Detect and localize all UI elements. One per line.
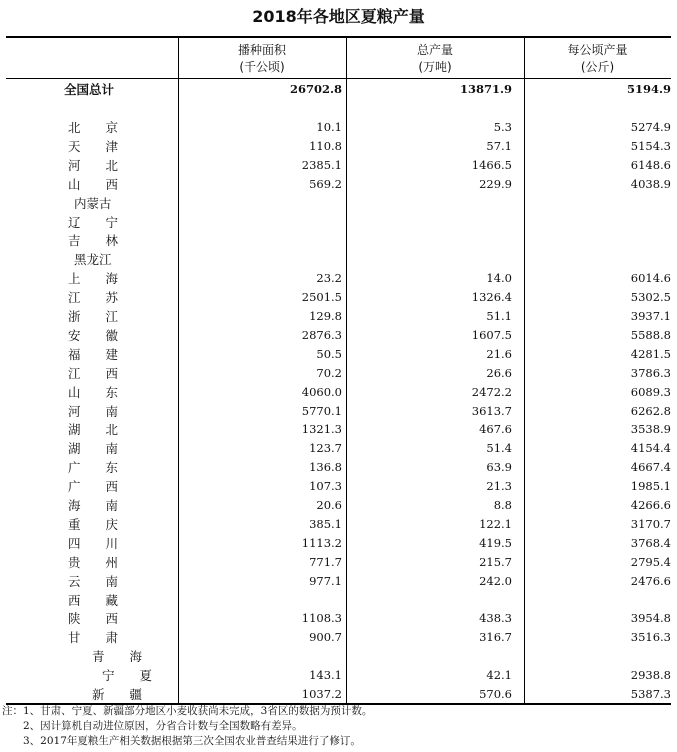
region-name: 内蒙古 bbox=[74, 195, 112, 211]
region-name: 上 海 bbox=[68, 271, 119, 287]
header-unit: (万吨) bbox=[418, 60, 452, 74]
yield-value: 3538.9 bbox=[630, 422, 671, 437]
total-output-value bbox=[352, 250, 512, 269]
total-output-value: 1326.4 bbox=[471, 290, 512, 305]
yield-value: 6262.8 bbox=[630, 403, 671, 418]
table-row bbox=[6, 628, 671, 647]
region-name: 福 建 bbox=[68, 346, 119, 362]
total-output-value: 14.0 bbox=[486, 271, 512, 286]
sown-area-value: 129.8 bbox=[309, 309, 342, 323]
region-name: 湖 南 bbox=[68, 441, 119, 457]
region-name: 全国总计 bbox=[64, 82, 115, 97]
yield-value: 5194.9 bbox=[626, 82, 671, 96]
sown-area-value: 771.7 bbox=[309, 554, 342, 569]
sown-area-value: 23.2 bbox=[316, 271, 342, 286]
sown-area-value: 1321.3 bbox=[301, 422, 342, 437]
sown-area-value: 4060.0 bbox=[301, 384, 342, 399]
yield-value bbox=[511, 250, 671, 269]
table-row bbox=[6, 553, 671, 572]
total-output-value: 1607.5 bbox=[471, 327, 512, 342]
sown-area-value: 977.1 bbox=[309, 573, 342, 588]
table-row bbox=[6, 364, 671, 383]
sown-area-value: 1113.2 bbox=[301, 535, 342, 550]
region-name: 黑龙江 bbox=[74, 252, 112, 268]
summer-grain-table bbox=[6, 36, 671, 705]
sown-area-value bbox=[182, 231, 342, 250]
region-name: 海 南 bbox=[68, 498, 119, 513]
total-output-value: 122.1 bbox=[479, 516, 512, 531]
yield-value: 3786.3 bbox=[630, 365, 671, 380]
footnotes bbox=[2, 704, 672, 749]
region-name: 云 南 bbox=[68, 573, 119, 589]
yield-value: 3516.3 bbox=[630, 630, 671, 645]
region-name: 宁 夏 bbox=[102, 668, 153, 684]
yield-value: 4154.4 bbox=[630, 441, 671, 456]
sown-area-value bbox=[182, 250, 342, 269]
total-output-value: 1466.5 bbox=[471, 157, 512, 172]
table-row bbox=[6, 515, 671, 534]
region-name: 江 西 bbox=[68, 365, 119, 381]
region-name: 广 西 bbox=[68, 479, 119, 495]
sown-area-value: 900.7 bbox=[309, 630, 342, 645]
yield-value: 5154.3 bbox=[630, 138, 671, 153]
yield-value: 6148.6 bbox=[630, 157, 671, 172]
yield-value: 3170.7 bbox=[630, 516, 671, 531]
sown-area-value: 50.5 bbox=[316, 346, 342, 361]
sown-area-value: 569.2 bbox=[309, 176, 342, 191]
yield-value: 4266.6 bbox=[630, 498, 671, 512]
sown-area-value: 2876.3 bbox=[301, 327, 342, 342]
table-row bbox=[6, 647, 671, 666]
total-output-value: 21.3 bbox=[486, 479, 512, 494]
yield-value: 3954.8 bbox=[630, 611, 671, 626]
table-row bbox=[6, 345, 671, 364]
total-output-value: 63.9 bbox=[486, 460, 512, 475]
table-row bbox=[6, 685, 671, 704]
table-row bbox=[6, 572, 671, 591]
header-total-output bbox=[346, 42, 524, 76]
yield-value: 5387.3 bbox=[630, 687, 671, 701]
region-name: 四 川 bbox=[68, 535, 119, 551]
total-output-value: 316.7 bbox=[479, 630, 512, 645]
total-output-value: 3613.7 bbox=[471, 403, 512, 418]
yield-value bbox=[511, 647, 671, 666]
sown-area-value: 143.1 bbox=[309, 668, 342, 683]
yield-value: 4038.9 bbox=[630, 176, 671, 191]
sown-area-value: 10.1 bbox=[316, 120, 342, 134]
region-name: 河 南 bbox=[68, 403, 119, 419]
region-name: 河 北 bbox=[68, 157, 119, 173]
table-row bbox=[6, 156, 671, 175]
sown-area-value: 70.2 bbox=[316, 365, 342, 380]
header-unit: (公斤) bbox=[580, 60, 615, 74]
sown-area-value: 2501.5 bbox=[301, 290, 342, 305]
table-row bbox=[6, 609, 671, 628]
region-name: 天 津 bbox=[68, 138, 119, 154]
table-row bbox=[6, 118, 671, 137]
sown-area-value: 136.8 bbox=[309, 460, 342, 475]
yield-value bbox=[511, 591, 671, 610]
total-output-value: 438.3 bbox=[479, 611, 512, 626]
total-output-value bbox=[352, 194, 512, 213]
yield-value bbox=[511, 213, 671, 232]
total-output-value: 570.6 bbox=[479, 687, 512, 701]
total-output-value bbox=[352, 231, 512, 250]
total-output-value: 5.3 bbox=[493, 120, 512, 134]
sown-area-value bbox=[182, 194, 342, 213]
total-output-value bbox=[352, 647, 512, 666]
header-label: 播种面积 bbox=[237, 43, 286, 57]
yield-value: 2938.8 bbox=[630, 668, 671, 683]
page-title: 2018年各地区夏粮产量 bbox=[252, 7, 425, 26]
yield-value: 4281.5 bbox=[630, 346, 671, 361]
region-name: 江 苏 bbox=[68, 290, 119, 306]
header-sown-area bbox=[178, 42, 346, 76]
total-output-value: 42.1 bbox=[486, 668, 512, 683]
yield-value: 2795.4 bbox=[630, 554, 671, 569]
table-row bbox=[6, 477, 671, 496]
table-row bbox=[6, 231, 671, 250]
table-row bbox=[6, 137, 671, 156]
region-name: 陕 西 bbox=[68, 611, 119, 627]
yield-value: 6014.6 bbox=[630, 271, 671, 286]
table-row bbox=[6, 326, 671, 345]
region-name: 浙 江 bbox=[68, 309, 119, 324]
total-output-value: 2472.2 bbox=[471, 384, 512, 399]
region-name: 湖 北 bbox=[68, 422, 119, 438]
total-output-value: 57.1 bbox=[486, 138, 512, 153]
table-row bbox=[6, 383, 671, 402]
sown-area-value: 385.1 bbox=[309, 516, 342, 531]
table-row bbox=[6, 269, 671, 288]
sown-area-value bbox=[182, 647, 342, 666]
table-row bbox=[6, 250, 671, 269]
total-output-value: 242.0 bbox=[479, 573, 512, 588]
yield-value bbox=[511, 231, 671, 250]
sown-area-value bbox=[182, 591, 342, 610]
table-row bbox=[6, 402, 671, 421]
sown-area-value: 2385.1 bbox=[301, 157, 342, 172]
sown-area-value: 123.7 bbox=[309, 441, 342, 456]
table-row bbox=[6, 439, 671, 458]
yield-value: 4667.4 bbox=[630, 460, 671, 475]
footnote: 注：1、甘肃、宁夏、新疆部分地区小麦收获尚未完成，3省区的数据为预计数。 bbox=[2, 705, 373, 717]
table-row bbox=[6, 307, 671, 326]
sown-area-value: 107.3 bbox=[309, 479, 342, 494]
region-name: 北 京 bbox=[68, 120, 119, 135]
total-output-value: 215.7 bbox=[479, 554, 512, 569]
region-name: 安 徽 bbox=[68, 327, 119, 343]
header-label: 每公顷产量 bbox=[567, 43, 628, 57]
header-yield-per-hectare bbox=[524, 42, 671, 76]
table-row bbox=[6, 458, 671, 477]
total-output-value bbox=[352, 591, 512, 610]
region-name: 新 疆 bbox=[92, 687, 143, 702]
sown-area-value: 20.6 bbox=[316, 498, 342, 512]
total-output-value: 51.4 bbox=[486, 441, 512, 456]
yield-value: 6089.3 bbox=[630, 384, 671, 399]
region-name: 重 庆 bbox=[68, 516, 119, 532]
total-output-value: 467.6 bbox=[479, 422, 512, 437]
table-row bbox=[6, 496, 671, 515]
yield-value: 5302.5 bbox=[630, 290, 671, 305]
sown-area-value: 1037.2 bbox=[301, 687, 342, 701]
yield-value: 1985.1 bbox=[630, 479, 671, 494]
region-name: 贵 州 bbox=[68, 554, 119, 570]
total-output-value: 13871.9 bbox=[459, 82, 512, 96]
total-output-value: 26.6 bbox=[486, 365, 512, 380]
sown-area-value: 5770.1 bbox=[301, 403, 342, 418]
region-name: 辽 宁 bbox=[68, 214, 119, 230]
table-row bbox=[6, 591, 671, 610]
region-name: 青 海 bbox=[92, 649, 143, 665]
table-row bbox=[6, 666, 671, 685]
region-name: 广 东 bbox=[68, 460, 119, 476]
total-output-value: 51.1 bbox=[486, 309, 512, 323]
region-name: 甘 肃 bbox=[68, 630, 119, 646]
table-row bbox=[6, 213, 671, 232]
table-row bbox=[6, 288, 671, 307]
total-output-value: 21.6 bbox=[486, 346, 512, 361]
sown-area-value: 110.8 bbox=[309, 138, 342, 153]
sown-area-value: 26702.8 bbox=[289, 82, 342, 96]
total-output-value bbox=[352, 213, 512, 232]
yield-value bbox=[511, 194, 671, 213]
region-name: 西 藏 bbox=[68, 592, 119, 608]
footnote: 2、因计算机自动进位原因，分省合计数与全国数略有差异。 bbox=[2, 720, 303, 732]
region-name: 吉 林 bbox=[68, 233, 119, 249]
total-output-value: 229.9 bbox=[479, 176, 512, 191]
total-output-value: 8.8 bbox=[493, 498, 512, 512]
yield-value: 2476.6 bbox=[630, 573, 671, 588]
header-divider bbox=[6, 78, 671, 79]
table-row-total bbox=[6, 80, 671, 99]
total-output-value: 419.5 bbox=[479, 535, 512, 550]
table-row bbox=[6, 194, 671, 213]
yield-value: 3937.1 bbox=[630, 309, 671, 323]
header-label: 总产量 bbox=[416, 43, 453, 57]
yield-value: 3768.4 bbox=[630, 535, 671, 550]
header-unit: (千公顷) bbox=[239, 60, 285, 74]
region-name: 山 西 bbox=[68, 176, 119, 192]
sown-area-value bbox=[182, 213, 342, 232]
sown-area-value: 1108.3 bbox=[301, 611, 342, 626]
yield-value: 5274.9 bbox=[630, 120, 671, 134]
table-row bbox=[6, 175, 671, 194]
table-row bbox=[6, 420, 671, 439]
table-row bbox=[6, 534, 671, 553]
yield-value: 5588.8 bbox=[630, 327, 671, 342]
region-name: 山 东 bbox=[68, 384, 119, 400]
footnote: 3、2017年夏粮生产相关数据根据第三次全国农业普查结果进行了修订。 bbox=[2, 735, 361, 747]
